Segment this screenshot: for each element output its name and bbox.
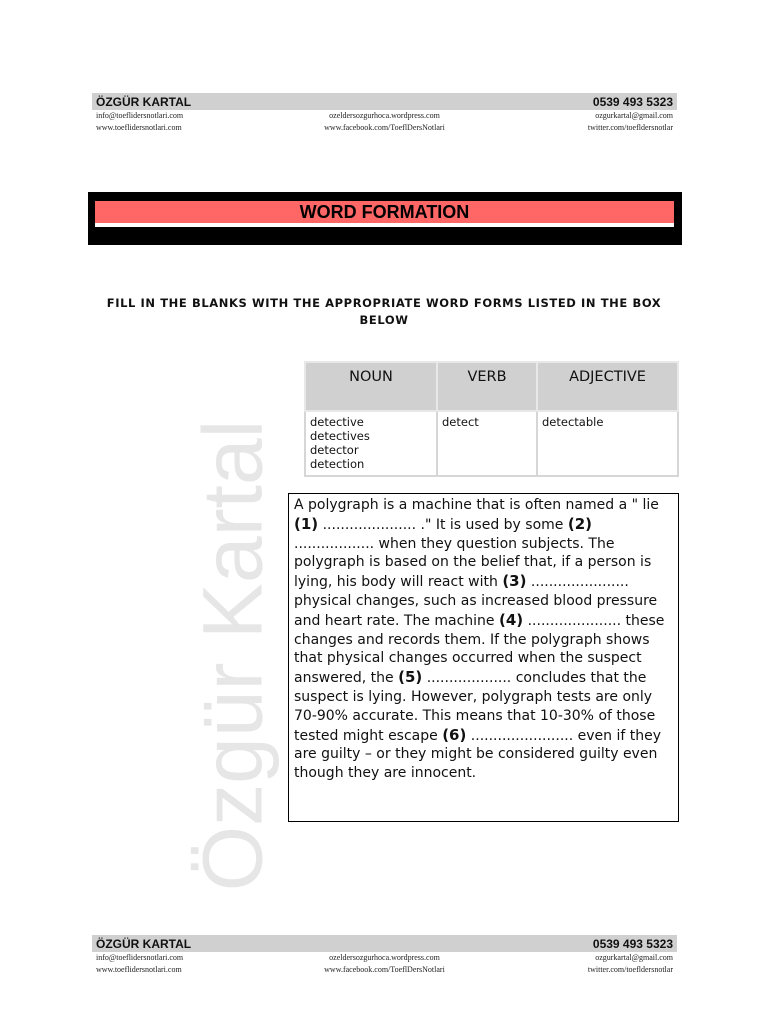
blog-url: ozeldersozgurhoca.wordpress.com <box>329 111 440 120</box>
noun-header: NOUN <box>305 362 437 411</box>
gmail-text: ozgurkartal@gmail.com <box>595 111 673 120</box>
website-url: www.toeflidersnotlari.com <box>96 965 182 974</box>
author-name: ÖZGÜR KARTAL <box>96 94 192 109</box>
passage-text: .................. when they question subjects. The polygraph is based on the belief that, if a person is lying, his body will react with <box>294 535 652 591</box>
page-header <box>92 93 677 134</box>
watermark <box>185 410 280 900</box>
noun-word: detectives <box>310 429 370 443</box>
adjective-word: detectable <box>542 415 604 429</box>
footer-contact-row <box>92 952 677 964</box>
page-footer <box>92 935 677 976</box>
passage-text: ...................... physical changes, such as increased blood pressure and heart rate. The machine <box>294 574 658 629</box>
passage-text: ..................... these changes and records them. If the polygraph shows that physical changes occurred when the suspect answered, the <box>294 612 665 687</box>
passage-text: ....................... even if they are guilty – or they might be considered guilty even though they are innocent. <box>294 727 661 782</box>
verb-header: VERB <box>437 362 537 411</box>
blank-number: (5) <box>398 668 423 687</box>
adjective-cell <box>537 411 678 476</box>
noun-word: detective <box>310 415 364 429</box>
twitter-url: twitter.com/toefldersnotlar <box>587 123 673 132</box>
header-contact-row <box>92 110 677 122</box>
phone-number: 0539 493 5323 <box>592 94 673 109</box>
author-name: ÖZGÜR KARTAL <box>96 936 192 951</box>
email-text: info@toeflidersnotlari.com <box>96 953 184 962</box>
footer-bar <box>92 935 677 952</box>
blank-number: (2) <box>567 514 593 533</box>
passage-text: A polygraph is a machine that is often named a " lie <box>294 497 659 513</box>
adjective-header: ADJECTIVE <box>537 362 678 411</box>
facebook-url: www.facebook.com/ToeflDersNotlari <box>324 123 445 132</box>
noun-word: detection <box>310 457 365 471</box>
blank-number: (3) <box>502 572 527 591</box>
email-text: info@toeflidersnotlari.com <box>96 111 184 120</box>
twitter-url: twitter.com/toefldersnotlar <box>587 965 673 974</box>
table-row <box>305 411 678 476</box>
blank-number: (6) <box>442 725 467 744</box>
blank-number: (1) <box>294 514 319 533</box>
noun-cell <box>305 411 437 476</box>
word-forms-table <box>304 361 679 477</box>
facebook-url: www.facebook.com/ToeflDersNotlari <box>324 965 445 974</box>
passage-box <box>288 493 679 822</box>
table-header-row <box>305 362 678 411</box>
header-social-row <box>92 122 677 134</box>
passage-text: ..................... ." It is used by some <box>318 516 568 533</box>
header-bar <box>92 93 677 110</box>
gmail-text: ozgurkartal@gmail.com <box>595 953 673 962</box>
phone-number: 0539 493 5323 <box>592 936 673 951</box>
verb-cell <box>437 411 537 476</box>
website-url: www.toeflidersnotlari.com <box>96 123 182 132</box>
passage-text: ................... concludes that the suspect is lying. However, polygraph tests are only 70-90% accurate. This means that 10-30% of those tested might escape <box>294 670 656 744</box>
page-title: WORD FORMATION <box>95 201 674 227</box>
title-box <box>88 192 682 245</box>
instructions: FILL IN THE BLANKS WITH THE APPROPRIATE WORD FORMS LISTED IN THE BOX BELOW <box>106 296 662 327</box>
blog-url: ozeldersozgurhoca.wordpress.com <box>329 953 440 962</box>
watermark-text: Özgür Kartal <box>185 419 280 891</box>
noun-word: detector <box>310 443 359 457</box>
verb-word: detect <box>442 415 479 429</box>
blank-number: (4) <box>499 610 524 629</box>
footer-social-row <box>92 964 677 976</box>
